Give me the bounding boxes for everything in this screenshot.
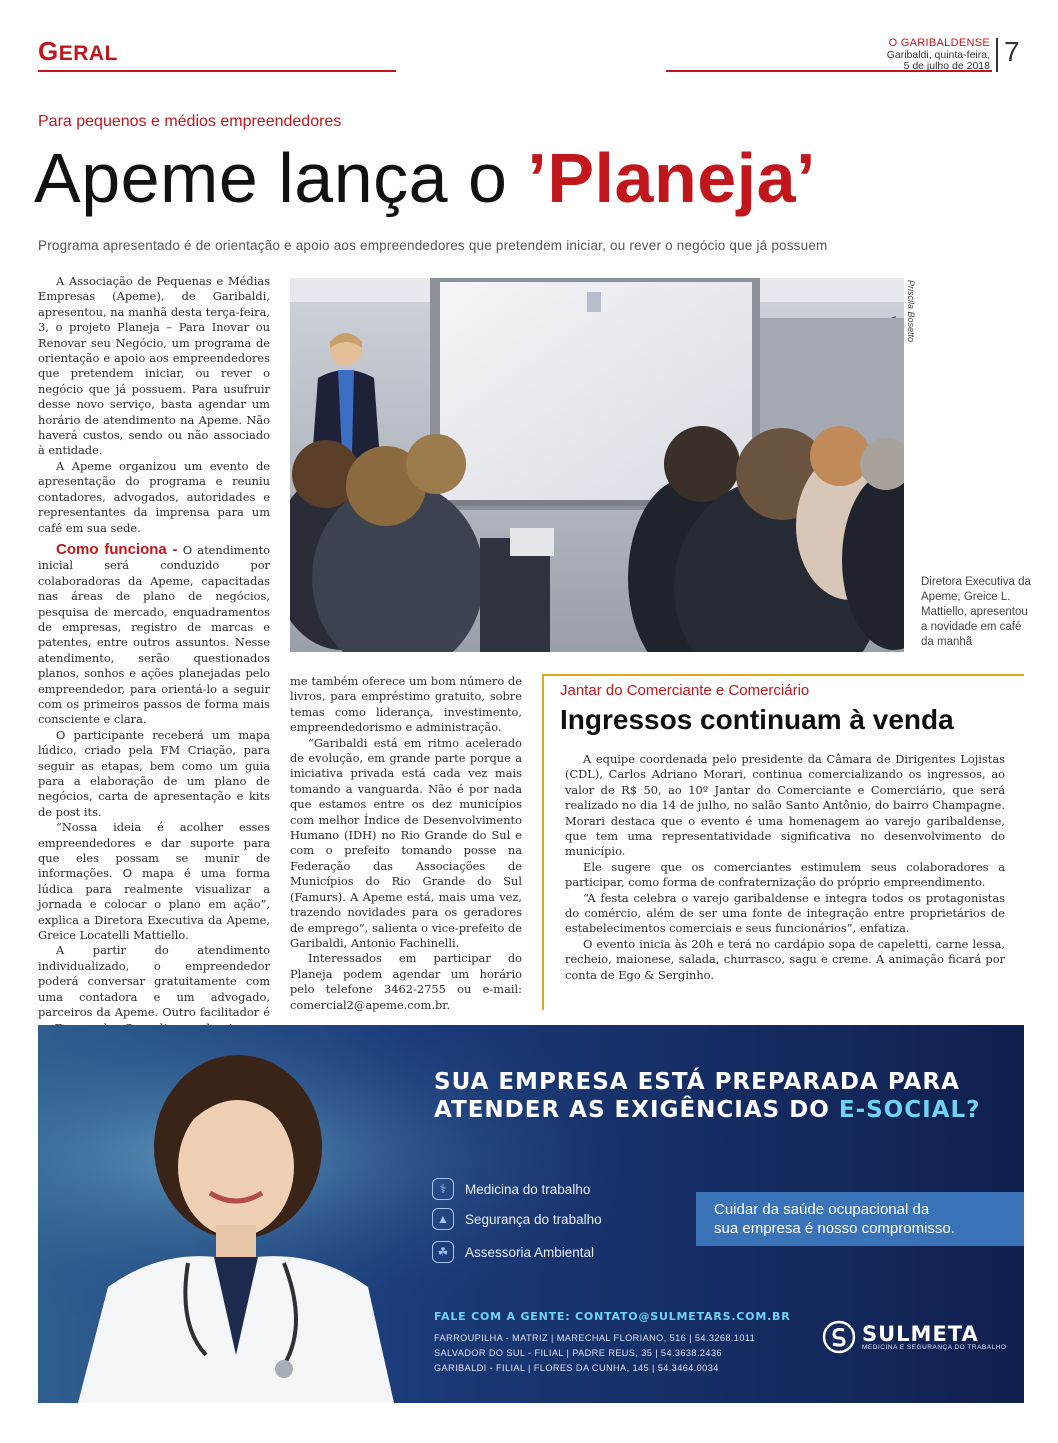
paragraph: Como funciona - O atendimento inicial será conduzido por colaboradoras da Apeme, capacitadas nas áreas de plano de negócios, pesquisa de mercado, enquadramentos de empresas, registro de marcas e patentes, entre outros assuntos. Nesse atendimento, serão questionados planos, sonhos e ações planejadas pelo empreendedor, para orientá-lo a seguir com os primeiros passos de forma mais consciente e clara.: [38, 540, 270, 727]
photo-credit: Priscila Bosetto: [906, 280, 916, 343]
article-headline: [34, 138, 816, 218]
paper-name: O GARIBALDENSE: [888, 37, 990, 49]
headline-accent: ’Planeja’: [527, 139, 816, 217]
article-kicker: Para pequenos e médios empreendedores: [38, 113, 342, 130]
ad-address-line: FARROUPILHA - MATRIZ | MARECHAL FLORIANO, 516 | 54.3268.1011: [434, 1333, 756, 1343]
sulmeta-logo: [822, 1320, 1006, 1354]
paragraph: Ele sugere que os comerciantes estimulem seus colaboradores a participar, como forma de confraternização do próprio empreendimento.: [565, 859, 1005, 890]
ad-address-line: GARIBALDI - FILIAL | FLORES DA CUNHA, 145 | 54.3464.0034: [434, 1363, 719, 1373]
sidebar-rule-left: [542, 674, 544, 1010]
medical-icon: ⚕: [432, 1178, 454, 1200]
ad-address-line: SALVADOR DO SUL - FILIAL | PADRE REUS, 35 | 54.3638.2436: [434, 1348, 722, 1358]
dateline-2: 5 de julho de 2018: [903, 60, 990, 72]
sidebar-body: [565, 752, 1005, 983]
subhead-como-funciona: Como funciona -: [56, 540, 178, 558]
paragraph: A Associação de Pequenas e Médias Empresas (Apeme), de Garibaldi, apresentou, na manhã desta terça-feira, 3, o projeto Planeja – Para Inovar ou Renovar seu Negócio, um programa de orientação e apoio aos empreendedores que pretendem iniciar, ou rever o negócio que já possuem. Para usufruir desse novo serviço, basta agendar um horário de atendimento na Apeme. Não haverá custos, sendo ou não associado à entidade.: [38, 274, 270, 458]
safety-icon: ▲: [432, 1208, 454, 1230]
sidebar-rule-top: [542, 674, 1024, 676]
dateline-1: Garibaldi, quinta-feira,: [886, 48, 990, 61]
masthead: [887, 38, 990, 73]
paragraph: me também oferece um bom número de livros, para empréstimo gratuito, sobre temas como liderança, investimento, empreendedorismo e administração.: [290, 674, 522, 735]
environment-icon: ☘: [432, 1241, 454, 1263]
section-label: GERAL: [38, 36, 118, 66]
paragraph: “Nossa ideia é acolher esses empreendedores e dar suporte para que eles possam se munir de informações. O mapa é uma forma lúdica para realmente visualizar a jornada e colocar o plano em ação”, explica a Diretora Executiva da Apeme, Greice Locatelli Mattiello.: [38, 820, 270, 943]
article-column-2: [290, 674, 522, 1013]
paragraph: O participante receberá um mapa lúdico, criado pela FM Criação, para seguir as etapas, bem como um guia para a elaboração de um plano de negócios, carta de apresentação e kits de post its.: [38, 727, 270, 819]
paragraph: O evento inicia às 20h e terá no cardápio sopa de capeletti, carne lessa, recheio, maionese, salada, churrasco, sagu e creme. A animação ficará por conta de Ego & Serginho.: [565, 936, 1005, 982]
paragraph: Interessados em participar do Planeja podem agendar um horário pelo telefone 3462-2755 ou e-mail: comercial2@apeme.com.br.: [290, 951, 522, 1012]
article-column-1: [38, 274, 270, 1098]
ad-service-medicina: ⚕ Medicina do trabalho: [432, 1178, 590, 1200]
paragraph: A partir do atendimento individualizado, o empreendedor poderá conversar gratuitamente com uma contadora e um advogado, parceiros da Apeme. Outro facilitador é: [38, 943, 270, 1020]
article-photo: [290, 278, 904, 652]
paragraph: “A festa celebra o varejo garibaldense e integra todos os protagonistas do comércio, além de ser uma fonte de integração entre proprietários de estabelecimentos comerciais e seus funcionários”, enfatiza.: [565, 890, 1005, 936]
ad-service-seguranca: ▲ Segurança do trabalho: [432, 1208, 602, 1230]
sulmeta-emblem-icon: [822, 1320, 856, 1354]
headline-plain: Apeme lança o: [34, 139, 528, 217]
header-rule-left: [38, 70, 396, 72]
article-standfirst: Programa apresentado é de orientação e apoio aos empreendedores que pretendem iniciar, ou rever o negócio que já possuem: [38, 238, 828, 253]
ad-headline: SUA EMPRESA ESTÁ PREPARADA PARA ATENDER AS EXIGÊNCIAS DO E-SOCIAL?: [434, 1069, 981, 1123]
photo-caption: Diretora Executiva da Apeme, Greice L. Mattiello, apresentou a novidade em café da manhã: [921, 576, 1031, 648]
paragraph: A Apeme organizou um evento de apresentação do programa e reuniu contadores, advogados, autoridades e representantes da imprensa para um café em sua sede.: [38, 458, 270, 535]
ad-service-ambiental: ☘ Assessoria Ambiental: [432, 1241, 594, 1263]
photo-illustration: [290, 278, 904, 652]
ad-contact-email: FALE COM A GENTE: CONTATO@SULMETARS.COM.BR: [434, 1310, 791, 1323]
brand-name: SULMETA: [862, 1321, 979, 1346]
brand-tagline: MEDICINA E SEGURANÇA DO TRABALHO: [862, 1343, 1007, 1351]
paragraph: A equipe coordenada pelo presidente da Câmara de Dirigentes Lojistas (CDL), Carlos Adriano Morari, continua comercializando os ingressos, ao valor de R$ 50, ao 10º Jantar do Comerciante e Comerciário, que será realizado no dia 14 de julho, no salão Santo Antônio, do bairro Champagne. Morari destaca que o evento é uma homenagem ao varejo garibaldense, que tem uma representatividade significativa no desenvolvimento do município.: [565, 752, 1005, 859]
paragraph: “Garibaldi está em ritmo acelerado de evolução, em grande parte porque a iniciativa privada está cada vez mais tomando a vanguarda. Não é por nada que estamos entre os dez municípios com melhor Índice de Desenvolvimento Humano (IDH) no Rio Grande do Sul e com o prefeito tomando posse na Federação das Associações de Municípios do Rio Grande do Sul (Famurs). A Apeme está, mais uma vez, trazendo novidades para os geradores de emprego”, salienta o vice-prefeito de Garibaldi, Antonio Fachinelli.: [290, 735, 522, 950]
page-number-separator: [996, 38, 998, 72]
page-number: 7: [1004, 36, 1020, 67]
ad-tagline-banner: Cuidar da saúde ocupacional da sua empresa é nosso compromisso.: [696, 1192, 1024, 1246]
sidebar-headline: Ingressos continuam à venda: [560, 704, 954, 735]
sidebar-kicker: Jantar do Comerciante e Comerciário: [560, 682, 810, 699]
